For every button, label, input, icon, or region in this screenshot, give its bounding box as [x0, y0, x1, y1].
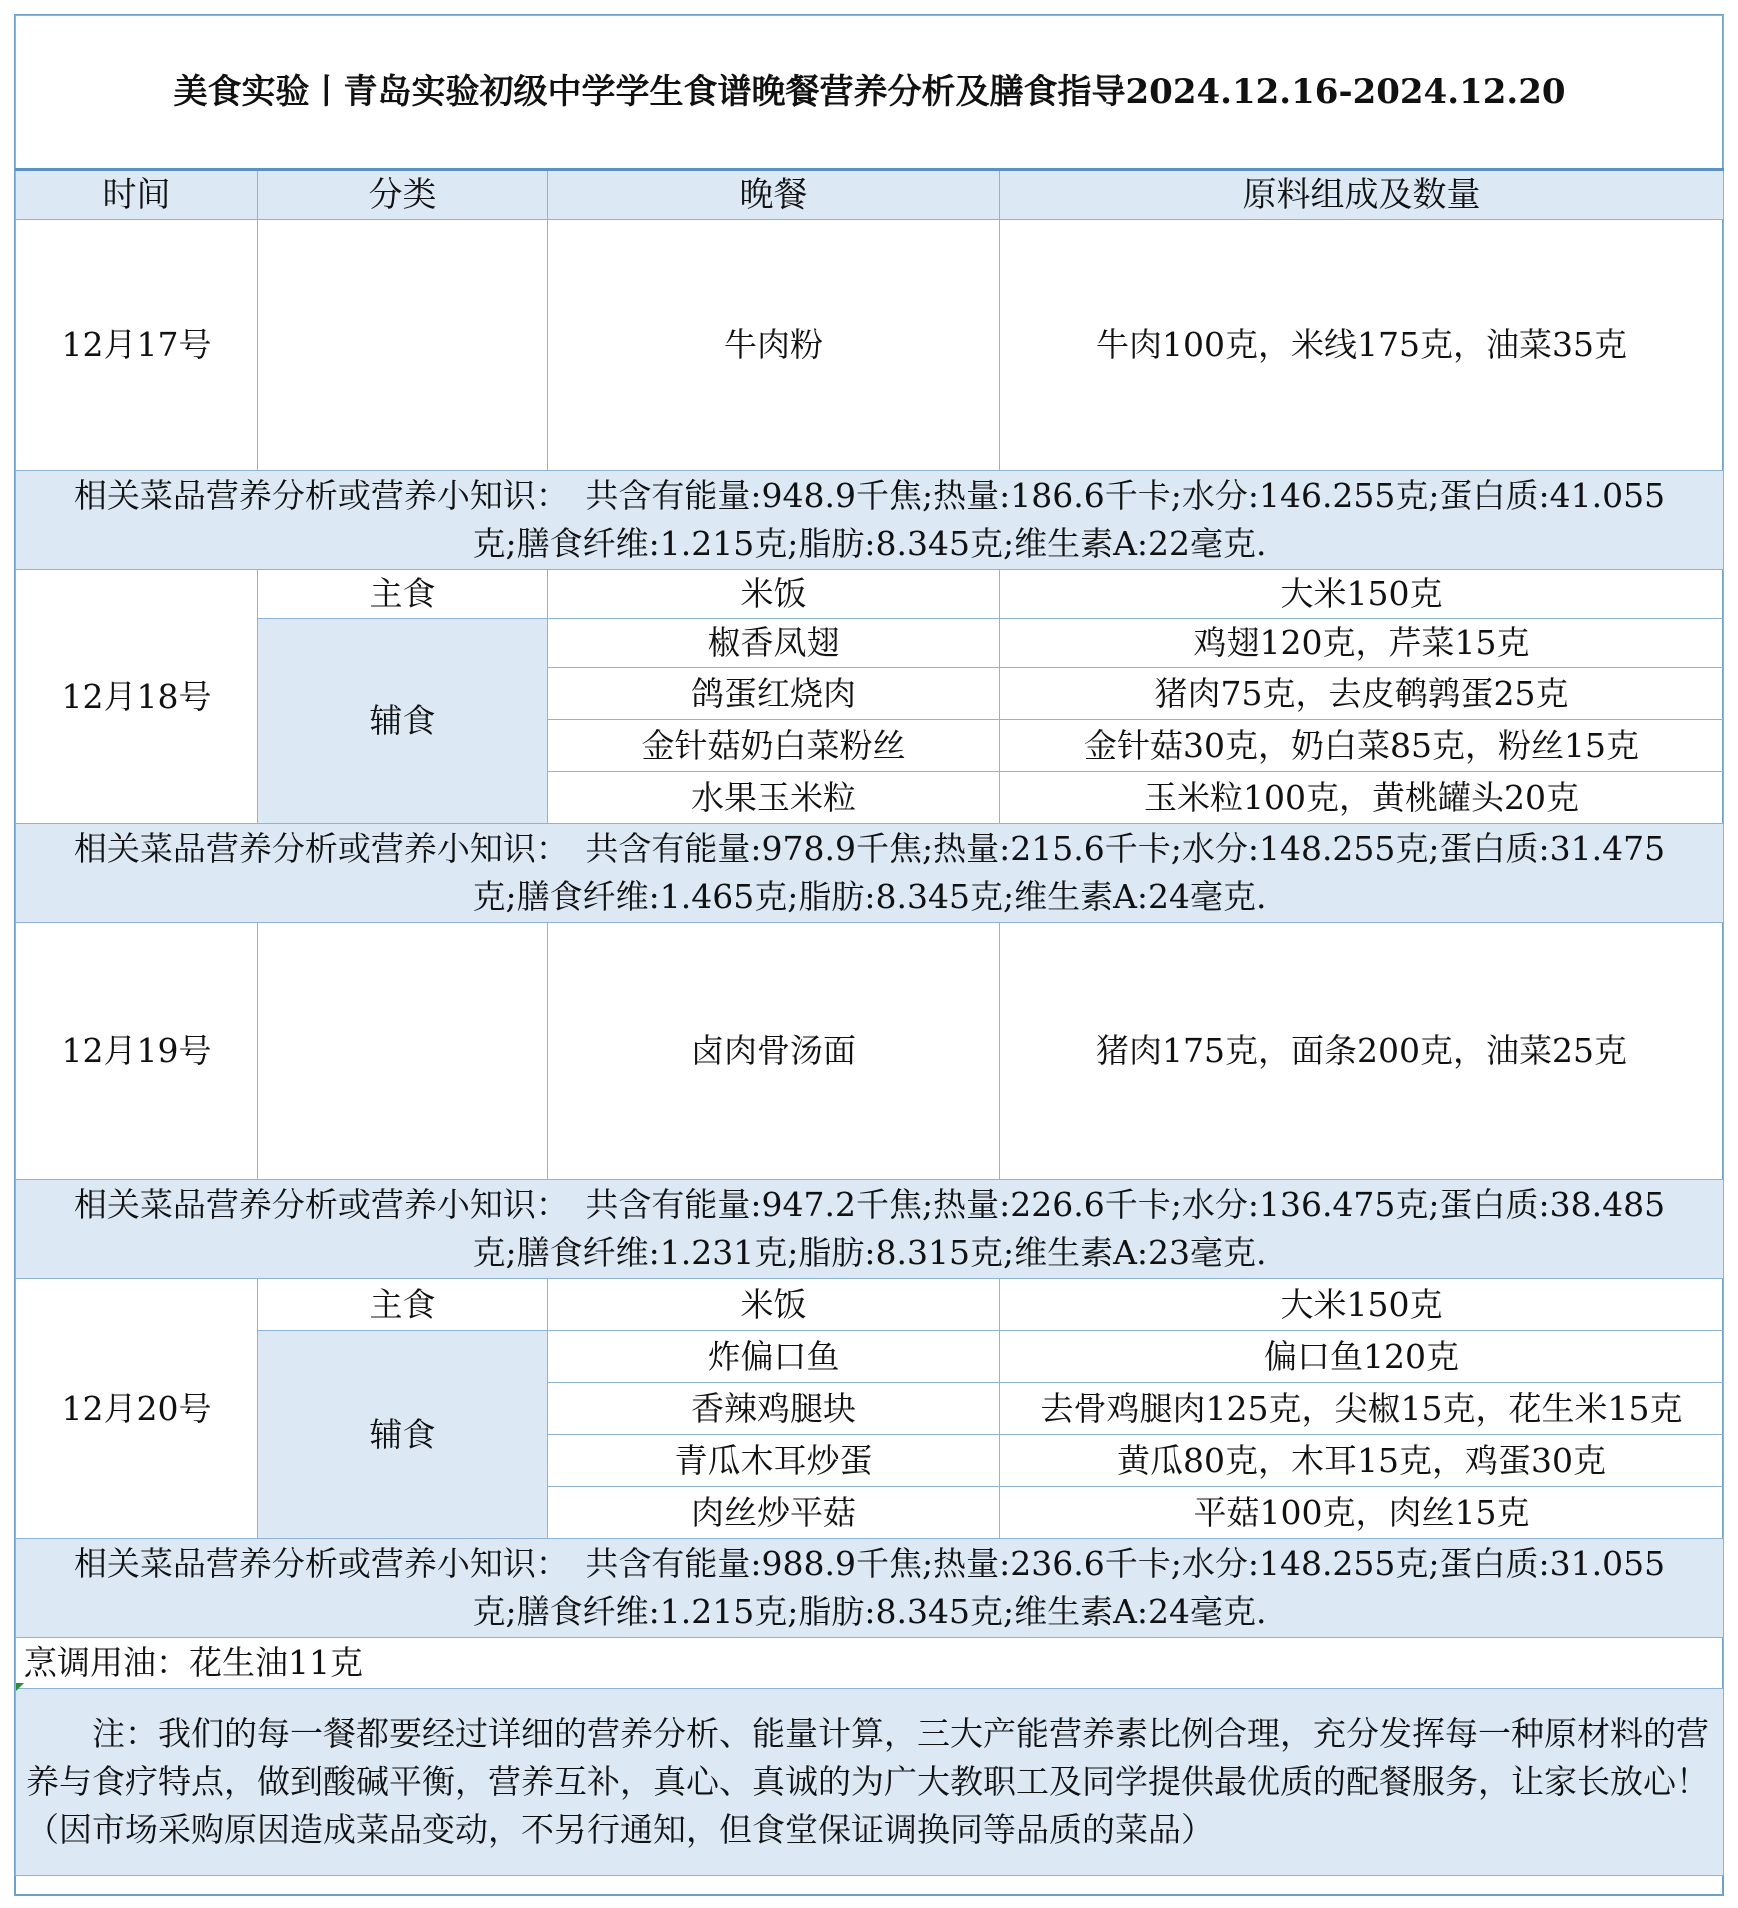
dish-name: 炸偏口鱼 [548, 1331, 1000, 1383]
day-date: 12月17号 [16, 220, 258, 471]
table-row [16, 1279, 1724, 1331]
nutrition-row [16, 1539, 1724, 1638]
category-side: 辅食 [258, 1331, 548, 1539]
dish-ingredients: 鸡翅120克，芹菜15克 [1000, 619, 1724, 668]
dish-name: 水果玉米粒 [548, 772, 1000, 824]
nutrition-row [16, 1180, 1724, 1279]
dish-ingredients: 去骨鸡腿肉125克，尖椒15克，花生米15克 [1000, 1383, 1724, 1435]
dish-ingredients: 猪肉75克，去皮鹌鹑蛋25克 [1000, 668, 1724, 720]
table-row [16, 923, 1724, 1180]
menu-table [15, 15, 1724, 1876]
dish-ingredients: 大米150克 [1000, 1279, 1724, 1331]
cooking-oil: 烹调用油：花生油11克 [16, 1638, 1724, 1689]
dish-name: 牛肉粉 [548, 220, 1000, 471]
dish-name: 米饭 [548, 570, 1000, 619]
dish-name: 青瓜木耳炒蛋 [548, 1435, 1000, 1487]
dish-name: 卤肉骨汤面 [548, 923, 1000, 1180]
dish-ingredients: 牛肉100克，米线175克，油菜35克 [1000, 220, 1724, 471]
dish-ingredients: 黄瓜80克，木耳15克，鸡蛋30克 [1000, 1435, 1724, 1487]
table-row [16, 220, 1724, 471]
dish-name: 金针菇奶白菜粉丝 [548, 720, 1000, 772]
nutrition-note: 相关菜品营养分析或营养小知识： 共含有能量:948.9千焦;热量:186.6千卡;水分:146.255克;蛋白质:41.055克;膳食纤维:1.215克;脂肪:8.345克;维生素A:22毫克. [16, 471, 1724, 570]
dish-ingredients: 玉米粒100克，黄桃罐头20克 [1000, 772, 1724, 824]
header-dinner: 晚餐 [548, 170, 1000, 220]
dish-ingredients: 平菇100克，肉丝15克 [1000, 1487, 1724, 1539]
table-row [16, 619, 1724, 668]
header-category: 分类 [258, 170, 548, 220]
dish-name: 香辣鸡腿块 [548, 1383, 1000, 1435]
dish-ingredients: 猪肉175克，面条200克，油菜25克 [1000, 923, 1724, 1180]
dish-name: 鸽蛋红烧肉 [548, 668, 1000, 720]
day-date: 12月18号 [16, 570, 258, 824]
nutrition-row [16, 471, 1724, 570]
dish-name: 椒香凤翅 [548, 619, 1000, 668]
header-ingredients: 原料组成及数量 [1000, 170, 1724, 220]
oil-row [16, 1638, 1724, 1689]
category-staple: 主食 [258, 570, 548, 619]
day-category [258, 220, 548, 471]
cell-marker-icon [16, 1683, 24, 1691]
nutrition-note: 相关菜品营养分析或营养小知识： 共含有能量:988.9千焦;热量:236.6千卡;水分:148.255克;蛋白质:31.055克;膳食纤维:1.215克;脂肪:8.345克;维生素A:24毫克. [16, 1539, 1724, 1638]
day-category [258, 923, 548, 1180]
header-time: 时间 [16, 170, 258, 220]
category-side: 辅食 [258, 619, 548, 824]
day-date: 12月20号 [16, 1279, 258, 1539]
dish-ingredients: 金针菇30克，奶白菜85克，粉丝15克 [1000, 720, 1724, 772]
page-title: 美食实验丨青岛实验初级中学学生食谱晚餐营养分析及膳食指导2024.12.16-2024.12.20 [16, 16, 1724, 170]
table-header-row [16, 170, 1724, 220]
table-row [16, 570, 1724, 619]
nutrition-row [16, 824, 1724, 923]
day-date: 12月19号 [16, 923, 258, 1180]
dish-name: 肉丝炒平菇 [548, 1487, 1000, 1539]
nutrition-note: 相关菜品营养分析或营养小知识： 共含有能量:978.9千焦;热量:215.6千卡;水分:148.255克;蛋白质:31.475克;膳食纤维:1.465克;脂肪:8.345克;维生素A:24毫克. [16, 824, 1724, 923]
footer-row [16, 1689, 1724, 1876]
dish-name: 米饭 [548, 1279, 1000, 1331]
category-staple: 主食 [258, 1279, 548, 1331]
footer-note: 注：我们的每一餐都要经过详细的营养分析、能量计算，三大产能营养素比例合理，充分发挥每一种原材料的营养与食疗特点，做到酸碱平衡，营养互补，真心、真诚的为广大教职工及同学提供最优质的配餐服务，让家长放心！（因市场采购原因造成菜品变动，不另行通知，但食堂保证调换同等品质的菜品） [26, 1714, 1709, 1849]
footer-note-cell [16, 1689, 1724, 1876]
dish-ingredients: 偏口鱼120克 [1000, 1331, 1724, 1383]
table-row [16, 1331, 1724, 1383]
dish-ingredients: 大米150克 [1000, 570, 1724, 619]
nutrition-note: 相关菜品营养分析或营养小知识： 共含有能量:947.2千焦;热量:226.6千卡;水分:136.475克;蛋白质:38.485克;膳食纤维:1.231克;脂肪:8.315克;维生素A:23毫克. [16, 1180, 1724, 1279]
